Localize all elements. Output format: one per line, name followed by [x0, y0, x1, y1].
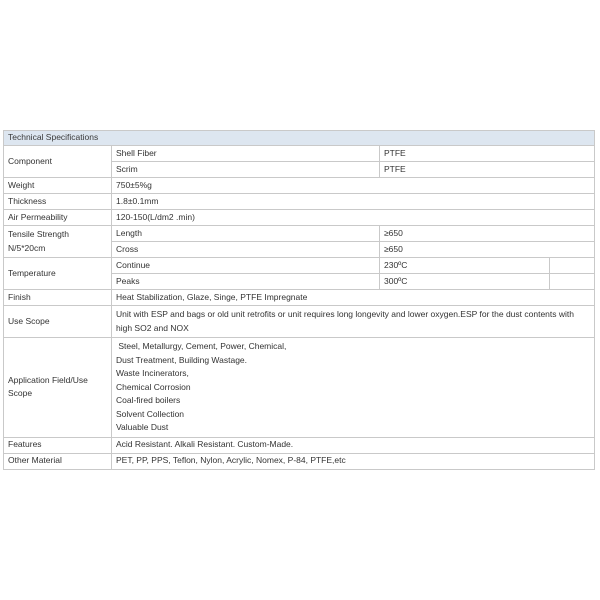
temperature-continue-value: 230ºC — [380, 258, 550, 274]
tensile-strength-label — [4, 226, 112, 258]
temperature-peaks-value: 300ºC — [380, 274, 550, 290]
temperature-continue-empty — [550, 258, 595, 274]
tensile-strength-label-line2: N/5*20cm — [8, 242, 46, 253]
application-field-value — [112, 338, 595, 438]
table-row — [4, 338, 595, 438]
table-row — [4, 194, 595, 210]
air-permeability-value: 120-150(L/dm2 .min) — [112, 210, 595, 226]
table-row — [4, 258, 595, 274]
weight-label: Weight — [4, 178, 112, 194]
use-scope-label: Use Scope — [4, 306, 112, 338]
finish-value: Heat Stabilization, Glaze, Singe, PTFE Impregnate — [112, 290, 595, 306]
component-scrim-value: PTFE — [380, 162, 595, 178]
temperature-peaks-name: Peaks — [112, 274, 380, 290]
table-header-row — [4, 131, 595, 146]
features-label: Features — [4, 437, 112, 453]
use-scope-value — [112, 306, 595, 338]
tensile-cross-value: ≥650 — [380, 242, 595, 258]
other-material-value: PET, PP, PPS, Teflon, Nylon, Acrylic, Nomex, P-84, PTFE,etc — [112, 453, 595, 469]
temperature-continue-name: Continue — [112, 258, 380, 274]
table-row — [4, 306, 595, 338]
table-header: Technical Specifications — [4, 131, 595, 146]
other-material-label: Other Material — [4, 453, 112, 469]
finish-label: Finish — [4, 290, 112, 306]
table-row — [4, 210, 595, 226]
tensile-length-value: ≥650 — [380, 226, 595, 242]
tensile-length-name: Length — [112, 226, 380, 242]
table-row — [4, 178, 595, 194]
component-scrim-name: Scrim — [112, 162, 380, 178]
table-row — [4, 226, 595, 242]
use-scope-line2: high SO2 and NOX — [116, 322, 189, 333]
temperature-peaks-empty — [550, 274, 595, 290]
tensile-cross-name: Cross — [112, 242, 380, 258]
application-item: Coal-fired boilers — [116, 395, 181, 405]
application-field-label-line2: Scope — [8, 388, 33, 399]
temperature-label: Temperature — [4, 258, 112, 290]
table-row — [4, 290, 595, 306]
application-field-label-line1: Application Field/Use — [8, 374, 88, 385]
application-item: Solvent Collection — [116, 408, 185, 419]
table-row — [4, 437, 595, 453]
application-item: Steel, Metallurgy, Cement, Power, Chemical, — [116, 341, 287, 351]
application-item: Dust Treatment, Building Wastage. — [116, 354, 248, 365]
use-scope-line1: Unit with ESP and bags or old unit retrofits or unit requires long longevity and lower oxygen.ESP for the dust contents with — [116, 309, 574, 319]
table-row — [4, 453, 595, 469]
features-value: Acid Resistant. Alkali Resistant. Custom-Made. — [112, 437, 595, 453]
table-row — [4, 146, 595, 162]
application-item: Valuable Dust — [116, 422, 169, 432]
application-item: Chemical Corrosion — [116, 381, 191, 392]
component-shell-fiber-value: PTFE — [380, 146, 595, 162]
air-permeability-label: Air Permeability — [4, 210, 112, 226]
weight-value: 750±5%g — [112, 178, 595, 194]
application-field-label — [4, 338, 112, 438]
component-shell-fiber-name: Shell Fiber — [112, 146, 380, 162]
application-item: Waste Incinerators, — [116, 368, 189, 378]
thickness-value: 1.8±0.1mm — [112, 194, 595, 210]
tensile-strength-label-line1: Tensile Strength — [8, 229, 69, 239]
component-label: Component — [4, 146, 112, 178]
technical-specifications-table — [3, 130, 595, 470]
thickness-label: Thickness — [4, 194, 112, 210]
